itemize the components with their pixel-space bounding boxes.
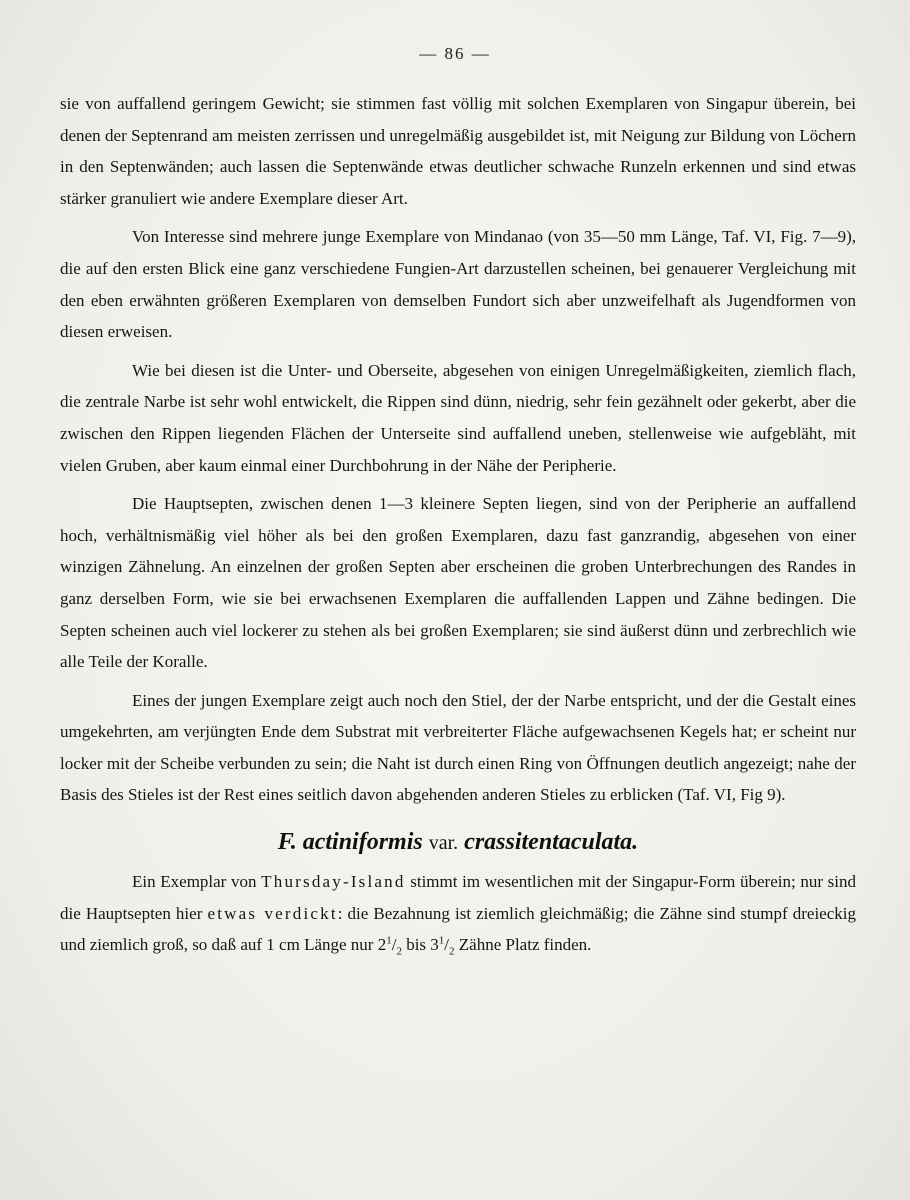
p6-num1-sub: 2 xyxy=(396,945,402,958)
p6-place: Thursday-Island xyxy=(261,872,406,892)
p6-num1-sup: 1 xyxy=(386,934,392,947)
p6-text-5: Zähne Platz finden. xyxy=(454,935,592,955)
paragraph-5: Eines der jungen Exemplare zeigt auch noch den Stiel, der der Narbe entspricht, und der die Gestalt eines umgekehrten, am verjüngten Ende dem Substrat mit verbreiterter Fläche aufgewachsenen Kegels hat; er scheint nur locker mit der Scheibe verbunden zu sein; die Naht ist durch einen Ring von Öffnungen deutlich angezeigt; nahe der Basis des Stieles ist der Rest eines seitlich davon abgehenden anderen Stieles zu erblicken (Taf. VI, Fig 9). xyxy=(60,690,856,805)
p6-text-4: bis xyxy=(401,935,431,955)
p6-num2-sup: 1 xyxy=(438,934,445,947)
page-number: — 86 — xyxy=(419,44,491,63)
paragraph-1: sie von auffallend geringem Gewicht; sie stimmen fast völlig mit solchen Exemplaren von Singapur überein, bei denen der Septenrand am meisten zerrissen und unregelmäßig ausgebildet ist, mit Neigung zur Bildung von Löchern in den Septenwänden; auch lassen die Septenwände etwas deutlicher schwache Runzeln erkennen und sind etwas stärker granuliert wie andere Exemplare dieser Art. xyxy=(60,94,856,208)
p6-num1-int: 2 xyxy=(377,935,387,955)
species-heading xyxy=(60,825,856,860)
paragraph-3: Wie bei diesen ist die Unter- und Oberseite, abgesehen von einigen Unregelmäßigkeiten, ziemlich flach, die zentrale Narbe ist sehr wohl entwickelt, die Rippen sind dünn, niedrig, sehr fein gezähnelt oder gekerbt, aber die zwischen den Rippen liegenden Flächen der Unterseite sind auffallend uneben, stellenweise wie aufgebläht, mit vielen Gruben, aber kaum einmal einer Durchbohrung in der Nähe der Peripherie. xyxy=(60,360,856,475)
p6-emphasis: etwas verdickt xyxy=(207,903,338,923)
p6-text-2: stimmt im wesentlichen mit der Singapur-Form überein; nur sind die Hauptsepten hier xyxy=(60,872,856,923)
paragraph-6: Ein Exemplar von Thursday-Island stimmt im wesentlichen mit der Singapur-Form überein; nur sind die Hauptsepten hier etwas verdickt: die Bezahnung ist ziemlich gleichmäßig; die Zähne sind stumpf dreieckig und ziemlich groß, so daß auf 1 cm Länge nur $2^1/_2$ bis $3^1/_2$ Zähne Platz finden. xyxy=(60,872,856,958)
body-text xyxy=(60,88,856,968)
heading-species: crassitentaculata. xyxy=(464,829,639,856)
heading-var: var. xyxy=(428,832,459,855)
p6-text-1: Ein Exemplar von xyxy=(132,872,262,892)
p6-num2-sub: 2 xyxy=(449,945,455,958)
heading-genus: F. actiniformis xyxy=(277,829,423,856)
p6-num2-int: 3 xyxy=(430,935,439,955)
paragraph-2: Von Interesse sind mehrere junge Exemplare von Mindanao (von 35—50 mm Länge, Taf. VI, Fig. 7—9), die auf den ersten Blick eine ganz verschiedene Fungien-Art darzustellen scheinen, bei genauerer Vergleichung mit den eben erwähnten größeren Exemplaren von demselben Fundort sich aber unzweifelhaft als Jugendformen von diesen erweisen. xyxy=(60,227,856,342)
paragraph-4: Die Hauptsepten, zwischen denen 1—3 kleinere Septen liegen, sind von der Peripherie an auffallend hoch, verhältnismäßig viel höher als bei den großen Exemplaren, dazu fast ganzrandig, abgesehen von einer winzigen Zähnelung. An einzelnen der großen Septen aber erscheinen die groben Unterbrechungen des Randes in ganz derselben Form, wie sie bei erwachsenen Exemplaren die auffallenden Lappen und Zähne bedingen. Die Septen scheinen auch viel lockerer zu stehen als bei großen Exemplaren; sie sind äußerst dünn und zerbrechlich wie alle Teile der Koralle. xyxy=(60,494,856,672)
p6-text-3: : die Bezahnung ist ziemlich gleichmäßig; die Zähne sind stumpf dreieckig und ziemlich groß, so daß auf 1 cm Länge nur xyxy=(60,903,856,955)
